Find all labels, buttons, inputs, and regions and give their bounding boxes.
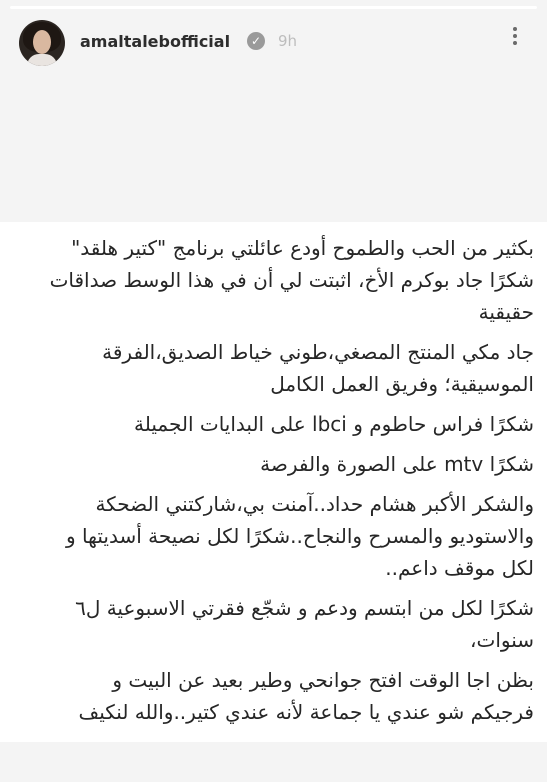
story-text-line: شكرًا فراس حاطوم و lbci على البدايات الجميلة xyxy=(134,412,534,436)
post-time: 9h xyxy=(278,32,298,50)
username[interactable]: amaltalebofficial xyxy=(80,32,231,51)
story-text-line: والاستوديو والمسرح والنجاح..شكرًا لكل نصيحة أسديتها و xyxy=(66,524,534,548)
story-text-line: حقيقية xyxy=(478,300,534,324)
story-text-line: شكرًا لكل من ابتسم ودعم و شجّع فقرتي الاسبوعية ل٦ xyxy=(75,596,534,620)
story-text-line: بظن اجا الوقت افتح جوانحي وطير بعيد عن البيت و xyxy=(112,668,534,692)
story-text-line: والشكر الأكبر هشام حداد..آمنت بي،شاركتني الضحكة xyxy=(95,492,534,516)
story-header xyxy=(0,14,547,72)
story-text-block xyxy=(0,222,547,742)
story-text xyxy=(19,232,534,728)
story-text-line: سنوات، xyxy=(470,628,534,652)
story-text-line: جاد مكي المنتج المصغي،طوني خياط الصديق،الفرقة xyxy=(102,340,534,364)
story-text-line: لكل موقف داعم.. xyxy=(385,556,534,580)
story-progress-fill xyxy=(10,6,537,9)
more-options-icon[interactable] xyxy=(505,24,525,54)
story-text-line: بكثير من الحب والطموح أودع عائلتي برنامج "كتير هلقد" xyxy=(71,236,534,260)
story-text-line: شكرًا جاد بوكرم الأخ، اثبتت لي أن في هذا الوسط صداقات xyxy=(49,268,534,292)
avatar[interactable] xyxy=(19,20,65,66)
story-text-line: شكرًا mtv على الصورة والفرصة xyxy=(260,452,534,476)
verified-badge-icon: ✓ xyxy=(247,32,265,50)
story-progress-bar xyxy=(10,6,537,9)
story-text-line: الموسيقية؛ وفريق العمل الكامل xyxy=(270,372,534,396)
story-text-line: فرجيكم شو عندي يا جماعة لأنه عندي كتير..والله لنكيف xyxy=(78,700,534,724)
